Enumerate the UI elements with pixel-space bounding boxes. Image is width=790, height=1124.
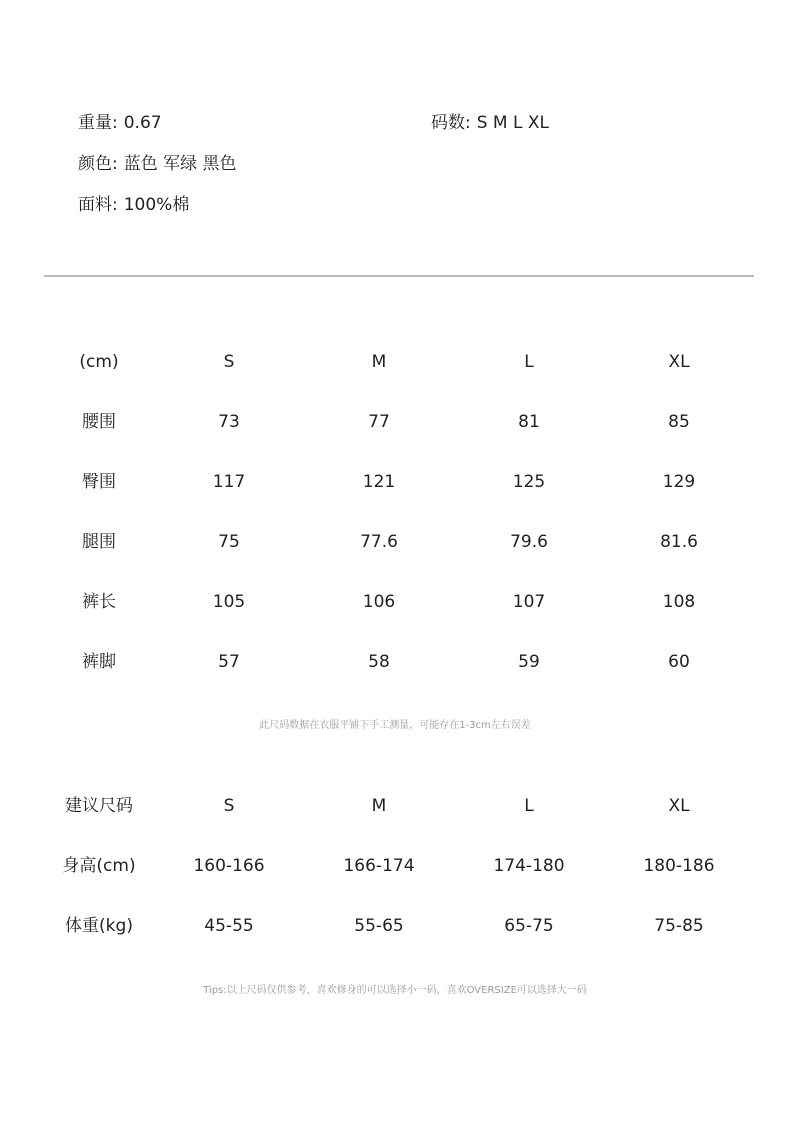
header-size-xl: XL	[668, 796, 690, 816]
info-weight-key: 重量:	[78, 113, 118, 133]
header-size-m: M	[371, 796, 387, 816]
table-cell: 121	[362, 472, 396, 492]
header-size-xl: XL	[668, 352, 690, 372]
table-cell: 125	[512, 472, 546, 492]
table-cell: 81.6	[660, 532, 698, 552]
table-cell: 117	[212, 472, 246, 492]
info-colors-value: 蓝色 军绿 黑色	[123, 154, 237, 174]
row-label: 腰围	[82, 412, 116, 432]
row-label: 裤脚	[82, 652, 116, 672]
measurement-note: 此尺码数据在衣服平铺下手工测量，可能存在1-3cm左右误差	[259, 720, 531, 731]
header-size-s: S	[223, 352, 235, 372]
header-size-m: M	[371, 352, 387, 372]
table-cell: 77	[368, 412, 390, 432]
header-recommend-label: 建议尺码	[65, 796, 133, 816]
recommend-table-header	[0, 794, 790, 818]
table-cell: 107	[512, 592, 546, 612]
table-row	[0, 590, 790, 614]
table-cell: 129	[662, 472, 696, 492]
row-label: 臀围	[82, 472, 116, 492]
row-label: 体重(kg)	[65, 916, 133, 936]
table-cell: 65-75	[504, 916, 554, 936]
table-cell: 166-174	[343, 856, 415, 876]
table-cell: 85	[668, 412, 690, 432]
table-cell: 180-186	[643, 856, 715, 876]
header-unit: (cm)	[79, 352, 119, 372]
table-cell: 75-85	[654, 916, 704, 936]
info-colors	[78, 154, 237, 174]
table-cell: 57	[218, 652, 240, 672]
table-cell: 59	[518, 652, 540, 672]
table-cell: 73	[218, 412, 240, 432]
table-cell: 79.6	[510, 532, 548, 552]
table-cell: 81	[518, 412, 540, 432]
header-size-l: L	[524, 796, 534, 816]
table-cell: 105	[212, 592, 246, 612]
header-size-l: L	[524, 352, 534, 372]
info-weight-value: 0.67	[123, 113, 162, 133]
row-label: 腿围	[82, 532, 116, 552]
table-row	[0, 854, 790, 878]
table-cell: 160-166	[193, 856, 265, 876]
table-cell: 77.6	[360, 532, 398, 552]
table-row	[0, 530, 790, 554]
table-cell: 58	[368, 652, 390, 672]
table-cell: 108	[662, 592, 696, 612]
table-row	[0, 650, 790, 674]
info-weight	[78, 113, 162, 133]
info-colors-key: 颜色:	[78, 154, 118, 174]
table-cell: 174-180	[493, 856, 565, 876]
info-fabric-key: 面料:	[78, 195, 118, 215]
row-label: 裤长	[82, 592, 116, 612]
tips-note: Tips:以上尺码仅供参考，喜欢修身的可以选择小一码，喜欢OVERSIZE可以选择大一码	[203, 985, 587, 996]
info-fabric-value: 100%棉	[123, 195, 190, 215]
table-cell: 106	[362, 592, 396, 612]
table-cell: 55-65	[354, 916, 404, 936]
table-cell: 45-55	[204, 916, 254, 936]
info-sizes-key: 码数:	[431, 113, 471, 133]
info-fabric	[78, 195, 189, 215]
info-sizes	[431, 113, 549, 133]
table-cell: 60	[668, 652, 690, 672]
table-row	[0, 470, 790, 494]
header-size-s: S	[223, 796, 235, 816]
table-row	[0, 914, 790, 938]
row-label: 身高(cm)	[62, 856, 136, 876]
table-row	[0, 410, 790, 434]
info-sizes-value: S M L XL	[476, 113, 549, 133]
table-cell: 75	[218, 532, 240, 552]
section-divider	[44, 275, 754, 277]
size-table-header	[0, 350, 790, 374]
